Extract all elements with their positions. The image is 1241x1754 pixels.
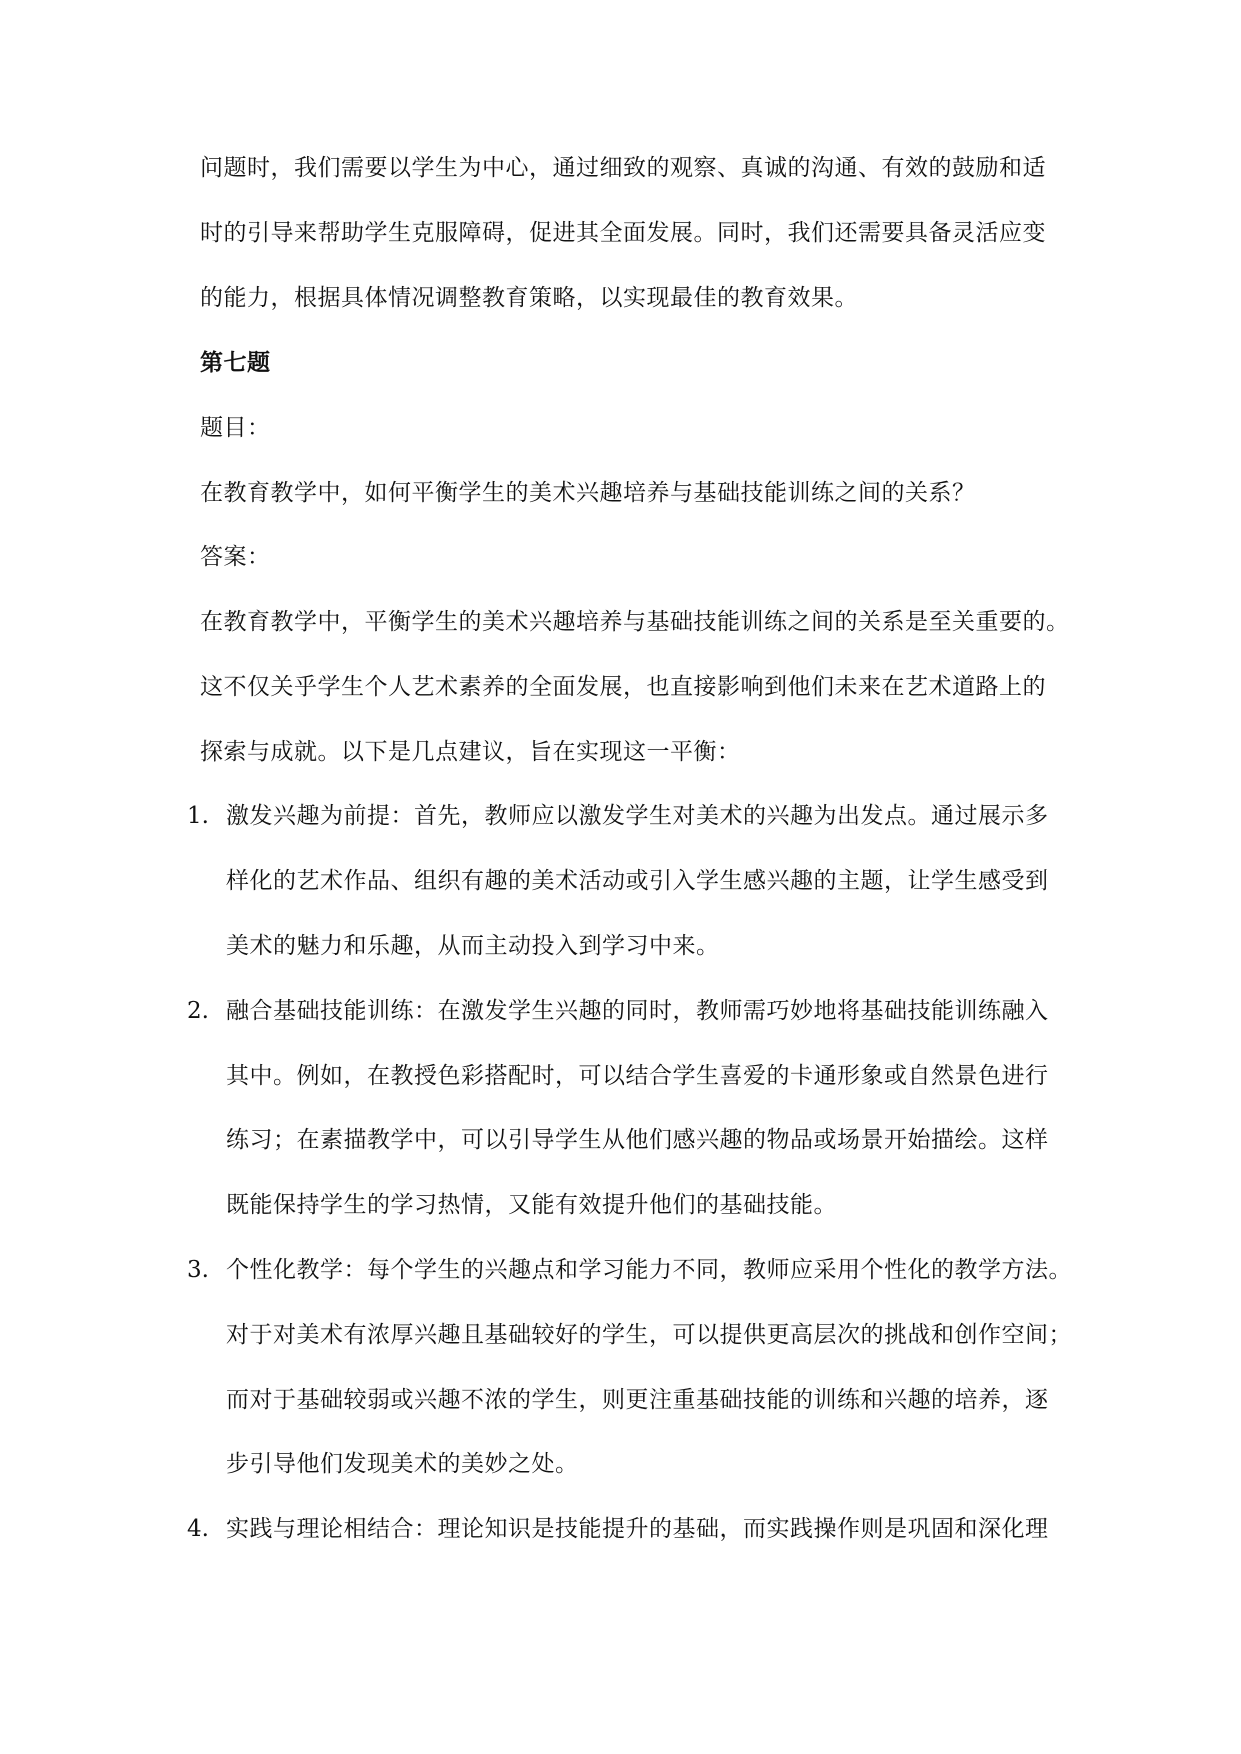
list-item-number: 1.	[187, 803, 209, 829]
list-item-line: 样化的艺术作品、组织有趣的美术活动或引入学生感兴趣的主题，让学生感受到	[226, 868, 1049, 894]
list-item-line: 美术的魅力和乐趣，从而主动投入到学习中来。	[226, 933, 720, 959]
answer-intro-line-2: 这不仅关乎学生个人艺术素养的全面发展，也直接影响到他们未来在艺术道路上的	[200, 674, 1046, 700]
section-heading: 第七题	[200, 349, 271, 376]
list-item-number: 2.	[187, 998, 209, 1024]
list-item-line: 而对于基础较弱或兴趣不浓的学生，则更注重基础技能的训练和兴趣的培养，逐	[226, 1387, 1049, 1413]
list-item-line: 激发兴趣为前提：首先，教师应以激发学生对美术的兴趣为出发点。通过展示多	[226, 803, 1049, 829]
intro-line-2: 时的引导来帮助学生克服障碍，促进其全面发展。同时，我们还需要具备灵活应变	[200, 220, 1046, 246]
list-item-line: 既能保持学生的学习热情，又能有效提升他们的基础技能。	[226, 1192, 837, 1218]
list-item-line: 融合基础技能训练：在激发学生兴趣的同时，教师需巧妙地将基础技能训练融入	[226, 998, 1049, 1024]
question-label: 题目：	[200, 415, 271, 441]
answer-intro-line-1: 在教育教学中，平衡学生的美术兴趣培养与基础技能训练之间的关系是至关重要的。	[200, 609, 1070, 635]
question-text: 在教育教学中，如何平衡学生的美术兴趣培养与基础技能训练之间的关系？	[200, 480, 976, 506]
intro-line-1: 问题时，我们需要以学生为中心，通过细致的观察、真诚的沟通、有效的鼓励和适	[200, 155, 1046, 181]
answer-label: 答案：	[200, 544, 271, 570]
list-item-line: 实践与理论相结合：理论知识是技能提升的基础，而实践操作则是巩固和深化理	[226, 1516, 1049, 1542]
list-item-line: 个性化教学：每个学生的兴趣点和学习能力不同，教师应采用个性化的教学方法。	[226, 1257, 1072, 1283]
list-item-line: 练习；在素描教学中，可以引导学生从他们感兴趣的物品或场景开始描绘。这样	[226, 1127, 1049, 1153]
list-item-line: 对于对美术有浓厚兴趣且基础较好的学生，可以提供更高层次的挑战和创作空间；	[226, 1322, 1072, 1348]
answer-intro-line-3: 探索与成就。以下是几点建议，旨在实现这一平衡：	[200, 739, 741, 765]
list-item-number: 3.	[187, 1257, 209, 1283]
list-item-line: 步引导他们发现美术的美妙之处。	[226, 1451, 579, 1477]
intro-line-3: 的能力，根据具体情况调整教育策略，以实现最佳的教育效果。	[200, 285, 858, 311]
list-item-line: 其中。例如，在教授色彩搭配时，可以结合学生喜爱的卡通形象或自然景色进行	[226, 1063, 1049, 1089]
list-item-number: 4.	[187, 1516, 209, 1542]
